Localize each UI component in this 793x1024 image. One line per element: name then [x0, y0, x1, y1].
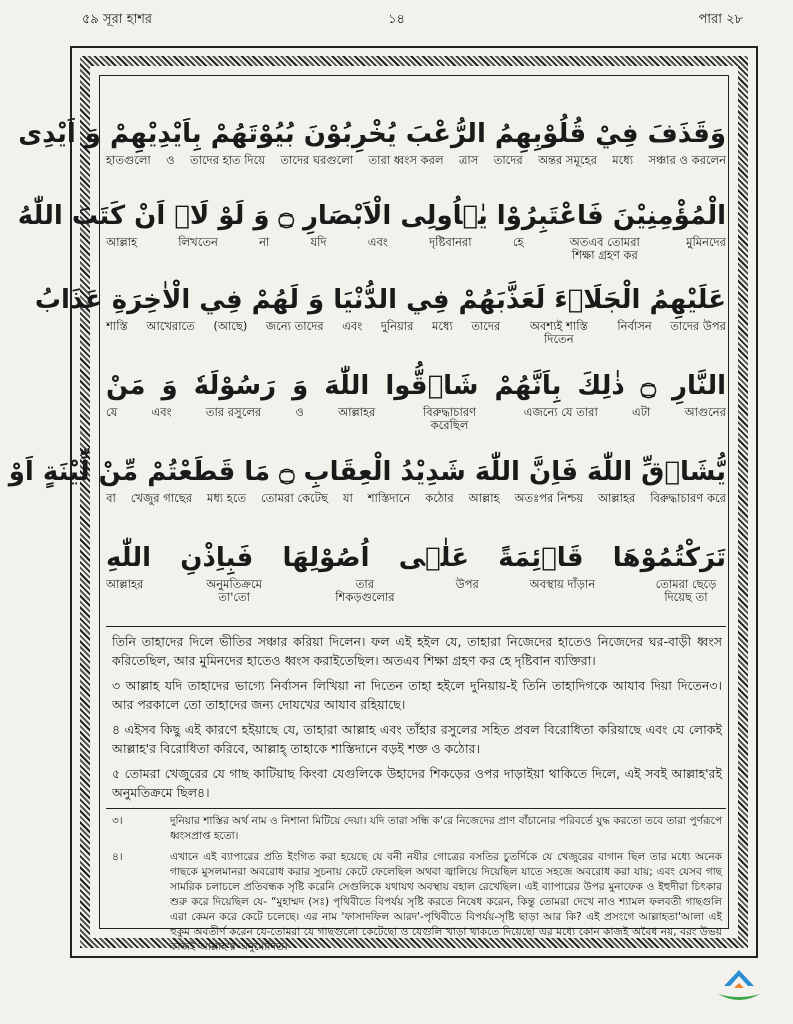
gloss-word: বিরুদ্ধাচারণ করে	[650, 491, 726, 505]
footnote	[112, 850, 722, 955]
gloss-word: এবং	[342, 319, 363, 333]
gloss-word: অবশ্যই শাস্তি দিতেন	[529, 319, 588, 346]
gloss-word: অনুমতিক্রমে তা'তো	[206, 577, 262, 604]
gloss-word: আগুনের	[684, 405, 726, 419]
translation-paragraph: ৫ তোমরা খেজুরের যে গাছ কাটিয়াছ কিংবা যেগুলিকে উহাদের শিকড়ের ওপর দাড়াইয়া থাকিতে দিলে, এই সবই আল্লাহ'রই অনুমতিক্রমে ছিল৪।	[112, 766, 722, 800]
gloss-word: এবং	[151, 405, 172, 419]
gloss-word: তোমরা ছেড়ে দিয়েছ তা	[655, 577, 717, 604]
gloss-word: খেজুর গাছের	[130, 491, 193, 505]
gloss-word: অবস্থায় দাঁড়ান	[529, 577, 596, 591]
translation	[112, 632, 722, 808]
verse-line-3	[34, 280, 726, 350]
gloss-word: তাদের হাত দিয়ে	[189, 153, 265, 167]
gloss-word: তাদের উপর	[670, 319, 726, 333]
footnotes	[112, 814, 722, 961]
translation-paragraph: ৪ এইসব কিছু এই কারণে হইয়াছে যে, তাহারা আল্লাহ এবং তাঁহার রসুলের সহিত প্রবল বিরোধিতা করিয়াছে এবং যে লোকই আল্লাহ'র বিরোধিতা করিবে, আল্লাহ্ তাহাকে শাস্তিদানে বড়ই শক্ত ও কঠোর।	[112, 722, 722, 756]
gloss-word: ত্রাস	[458, 153, 479, 167]
word-gloss	[106, 492, 726, 522]
page-number: ১৪	[388, 12, 405, 27]
gloss-word: শাস্তি	[106, 319, 128, 333]
gloss-word: শাস্তিদানে	[367, 491, 411, 505]
para-label: পারা ২৮	[698, 12, 743, 27]
verse-line-1	[18, 114, 726, 184]
arabic-text: النَّارِ ۝ ذٰلِكَ بِاَنَّهُمْ شَاۤقُّوا اللّٰهَ وَ رَسُوْلَهٗ وَ مَنْ	[106, 371, 726, 401]
gloss-word: আল্লাহর	[106, 577, 144, 591]
gloss-word: এটা	[632, 405, 651, 419]
gloss-word: মধ্যে	[612, 153, 634, 167]
gloss-word: অতঃপর নিশ্চয়	[514, 491, 584, 505]
footnote-text: দুনিয়ার শাস্তির অর্থ নাম ও নিশানা মিটিয়ে দেয়া। যদি তারা সন্ধি ক'রে নিজেদের প্রাণ বাঁচানোর পরিবর্তে যুদ্ধ করতো তবে তারা পুর্ণরূপে ধ্বংসপ্রাপ্ত হতো।	[170, 815, 722, 842]
verse-line-5	[8, 452, 726, 522]
gloss-word: হাতগুলো	[106, 153, 151, 167]
gloss-word: উপর	[455, 577, 479, 591]
gloss-word: বিরুদ্ধাচারণ করেছিল	[422, 405, 477, 432]
verse-line-6	[106, 538, 726, 608]
gloss-word: আখেরাতে	[146, 319, 195, 333]
gloss-word: অন্তর সমূহের	[538, 153, 597, 167]
arabic-text: عَلَيْهِمُ الْجَلَاۤءَ لَعَذَّبَهُمْ فِي الدُّنْيَا وَ لَهُمْ فِي الْاٰخِرَةِ عَذَابُ	[34, 285, 726, 315]
gloss-word: এজন্যে যে তারা	[523, 405, 598, 419]
gloss-word: তার শিকড়গুলোর	[335, 577, 395, 604]
verse-line-4	[106, 366, 726, 436]
arabic-text: يُّشَاۤقِّ اللّٰهَ فَاِنَّ اللّٰهَ شَدِيْدُ الْعِقَابِ ۝ مَا قَطَعْتُمْ مِّنْ لِّيْنَةٍ اَوْ	[8, 457, 726, 487]
gloss-word: জন্যে তাদের	[265, 319, 324, 333]
footnote-number: ৩।	[112, 815, 123, 827]
logo-base-shape	[718, 994, 760, 1000]
gloss-word: তার রসুলের	[205, 405, 262, 419]
gloss-word: আল্লাহর	[598, 491, 636, 505]
gloss-word: (আছে)	[213, 319, 248, 333]
publisher-logo-icon	[712, 966, 766, 1006]
logo-center-shape	[734, 983, 744, 988]
surah-label: ৫৯ সূরা হাশর	[82, 12, 153, 27]
gloss-word: আল্লাহ	[106, 235, 138, 249]
gloss-word: তারা ধ্বংস করল	[368, 153, 444, 167]
word-gloss	[106, 320, 726, 350]
gloss-word: হে	[512, 235, 524, 249]
gloss-word: তাদের	[471, 319, 501, 333]
footnote	[112, 814, 722, 844]
gloss-word: দৃষ্টিবানরা	[429, 235, 472, 249]
gloss-word: অতএব তোমরা শিক্ষা গ্রহণ কর	[569, 235, 640, 262]
arabic-text: تَرَكْتُمُوْهَا قَاۤئِمَةً عَلٰۤى اُصُوْلِهَا فَبِاِذْنِ اللّٰهِ	[106, 543, 726, 573]
gloss-word: তাদের	[493, 153, 523, 167]
gloss-word: নির্বাসন	[617, 319, 652, 333]
gloss-word: দুনিয়ার	[380, 319, 414, 333]
gloss-word: তোমরা কেটেছ	[261, 491, 328, 505]
word-gloss	[106, 154, 726, 184]
gloss-word: ও	[295, 405, 304, 419]
verse-line-2	[17, 196, 726, 266]
translation-paragraph: তিনি তাহাদের দিলে ভীতির সঞ্চার করিয়া দিলেন। ফল এই হইল যে, তাহারা নিজেদের হাতেও নিজেদের ঘর-বাড়ী ধ্বংস করিতেছিল, আর মুমিনদের হাতেও ধ্বংস করাইতেছিল। অতএব শিক্ষা গ্রহণ কর হে দৃষ্টিবান ব্যক্তিরা।	[112, 634, 722, 668]
gloss-word: মধ্যে	[432, 319, 453, 333]
gloss-word: যদি	[310, 235, 327, 249]
gloss-word: লিখতেন	[178, 235, 218, 249]
divider	[106, 808, 726, 809]
word-gloss	[106, 578, 726, 608]
gloss-word: বা	[106, 491, 116, 505]
word-gloss	[106, 406, 726, 436]
gloss-word: তাদের ঘরগুলো	[280, 153, 354, 167]
footnote-number: ৪।	[112, 851, 123, 863]
gloss-word: না	[259, 235, 270, 249]
arabic-text: وَقَذَفَ فِيْ قُلُوْبِهِمُ الرُّعْبَ يُخْرِبُوْنَ بُيُوْتَهُمْ بِاَيْدِيْهِمْ وَ اَيْدِى	[18, 119, 726, 149]
gloss-word: সঞ্চার ও করলেন	[648, 153, 726, 167]
gloss-word: আল্লাহর	[338, 405, 376, 419]
gloss-word: যে	[106, 405, 118, 419]
arabic-text: الْمُؤْمِنِيْنَ فَاعْتَبِرُوْا يٰۤاُولِى الْاَبْصَارِ ۝ وَ لَوْ لَاۤ اَنْ كَتَبَ اللّٰهُ	[17, 201, 726, 231]
translation-paragraph: ৩ আল্লাহ যদি তাহাদের ভাগ্যে নির্বাসন লিখিয়া না দিতেন তাহা হইলে দুনিয়ায়-ই তিনি তাহাদিগকে আযাব দিয়া দিতেন৩। আর পরকালে তো তাহাদের জন্য দোযখের আযাব রহিয়াছে।	[112, 678, 722, 712]
gloss-word: আল্লাহ	[468, 491, 500, 505]
word-gloss	[106, 236, 726, 266]
divider	[106, 626, 726, 627]
gloss-word: ও	[166, 153, 175, 167]
page-border	[8, 46, 758, 958]
footnote-text: এখানে এই ব্যাপারের প্রতি ইংগিত করা হয়েছে যে বনী নযীর গোত্রের বসতির চুতর্দিকে যে খেজুরের বাগান ছিল তার মধ্যে অনেক গাছকে মুসলমানরা অবরোধ করার সুচনায় কেটে ফেলেছিল অথবা জ্বালিয়ে দিয়েছিল যাতে সহজে অবরোধ করা যায়; এবং যেসব গাছ সামরিক চলাচলে প্রতিবন্ধক সৃষ্টি করেনি সেগুলিকে যথাযথ অবস্থায় বহাল রেখেছিল। এই ব্যাপারের উপর মুনাফেক ও ইহুদীরা চিৎকার শুরু করে দিয়েছিল যে- “মুহাম্মদ (সঃ) পৃথিবীতে বিপর্যয় সৃষ্টি করতে নিষেধ করেন, কিন্তু তোমরা দেখে নাও শ্যামল ফলবতী গাছগুলি এরা কেমন করে কেটে চলেছে। এর নাম 'ফাসাদফিল আরদ'-পৃথিবীতে বিপর্যয়-সৃষ্টি ছাড়া আর কি? এই প্রসংগে আল্লাহতা'আলা এই হুকুম অবতীর্ণ করেন যে-তোমরা যে গাছগুলো কেটেছো ও যেগুলি খাড়া থাকতে দিয়েছো এর মধ্যে কোন কাজই অবৈধ নয়, বরং উভয় কাজই আল্লাহ'র অনুমোদিত।	[170, 851, 722, 953]
gloss-word: যা	[342, 491, 353, 505]
gloss-word: মুমিনদের	[686, 235, 726, 249]
gloss-word: এবং	[367, 235, 388, 249]
gloss-word: মধ্য হতে	[206, 491, 247, 505]
page-header	[0, 4, 793, 30]
gloss-word: কঠোর	[425, 491, 454, 505]
